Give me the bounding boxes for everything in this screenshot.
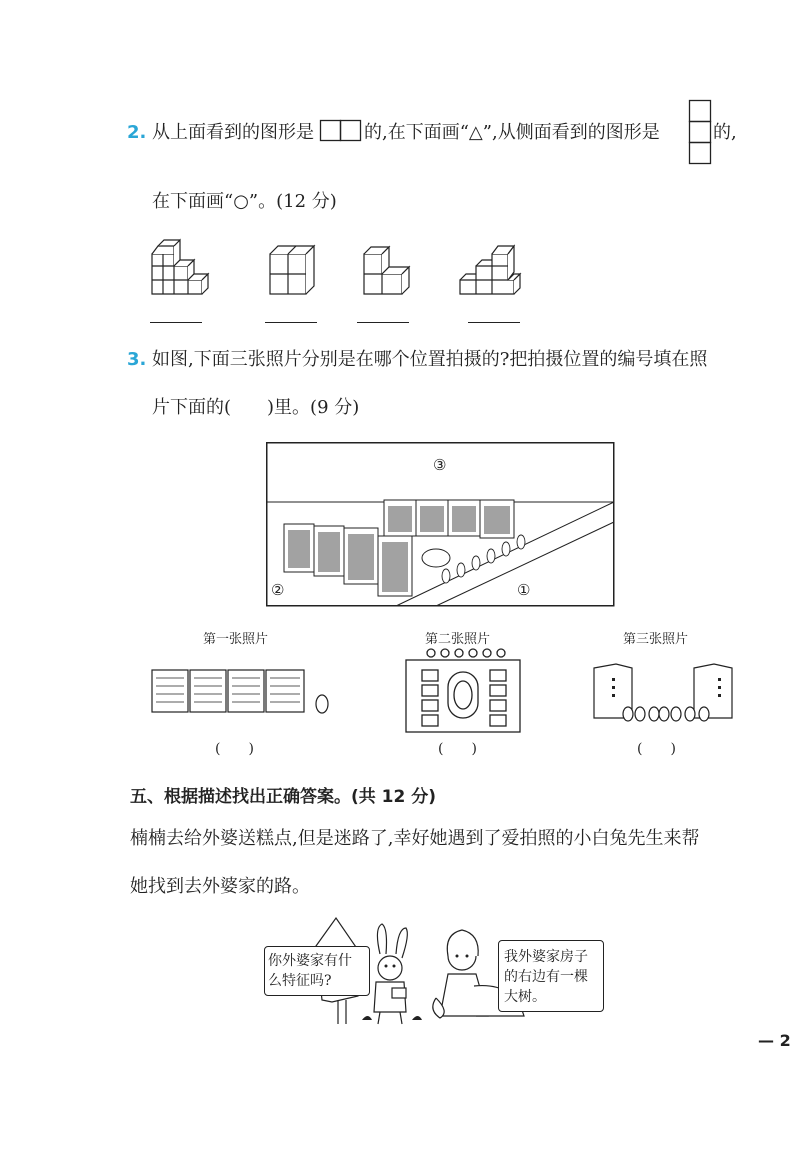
answer-line-1[interactable]: [150, 322, 202, 323]
section-5-title: 五、根据描述找出正确答案。(共 12 分): [130, 787, 437, 807]
photo-3-title: 第三张照片: [623, 632, 689, 647]
bubble-left-line1: 你外婆家有什: [268, 953, 352, 969]
bubble-left-line2: 么特征吗?: [268, 973, 332, 989]
photo-1-answer[interactable]: ( ): [215, 741, 254, 757]
cube-figure-2: [268, 244, 316, 298]
section-5-paragraph-line2: 她找到去外婆家的路。: [130, 876, 310, 897]
scene-label-position-2: ②: [271, 581, 285, 599]
question-2-text-a: 从上面看到的图形是: [152, 122, 314, 143]
bubble-right-line1: 我外婆家房子: [504, 949, 588, 965]
bubble-right-line3: 大树。: [504, 989, 546, 1005]
question-2-number: 2.: [127, 122, 147, 143]
answer-line-4[interactable]: [468, 322, 520, 323]
bubble-right-line2: 的右边有一棵: [504, 969, 588, 985]
scene-label-position-3: ③: [433, 456, 447, 474]
cube-figure-1: [150, 236, 212, 298]
photo-3-answer[interactable]: ( ): [637, 741, 676, 757]
side-view-shape-icon: [689, 100, 713, 166]
answer-line-2[interactable]: [265, 322, 317, 323]
photo-3-illustration: [590, 660, 740, 722]
question-3-text-line2: 片下面的( )里。(9 分): [152, 397, 360, 418]
section-5-paragraph-line1: 楠楠去给外婆送糕点,但是迷路了,幸好她遇到了爱拍照的小白兔先生来帮: [130, 828, 700, 849]
photo-2-illustration: [404, 646, 524, 736]
photo-1-illustration: [150, 664, 334, 718]
photo-1-title: 第一张照片: [203, 632, 269, 647]
scene-label-position-1: ①: [517, 581, 531, 599]
page-number-marker: — 2: [758, 1031, 791, 1050]
question-2-text-b: 的,在下面画“△”,从侧面看到的图形是: [364, 122, 660, 143]
question-2-text-c: 的,: [713, 122, 737, 143]
top-view-shape-icon: [320, 120, 364, 144]
question-2-text-d: 在下面画“○”。(12 分): [152, 191, 337, 212]
cube-figure-3: [362, 244, 414, 298]
photo-2-answer[interactable]: ( ): [438, 741, 477, 757]
photo-2-title: 第二张照片: [425, 632, 491, 647]
answer-line-3[interactable]: [357, 322, 409, 323]
question-3-text-line1: 如图,下面三张照片分别是在哪个位置拍摄的?把拍摄位置的编号填在照: [152, 349, 708, 370]
question-3-number: 3.: [127, 349, 147, 370]
cube-figure-4: [458, 236, 524, 298]
